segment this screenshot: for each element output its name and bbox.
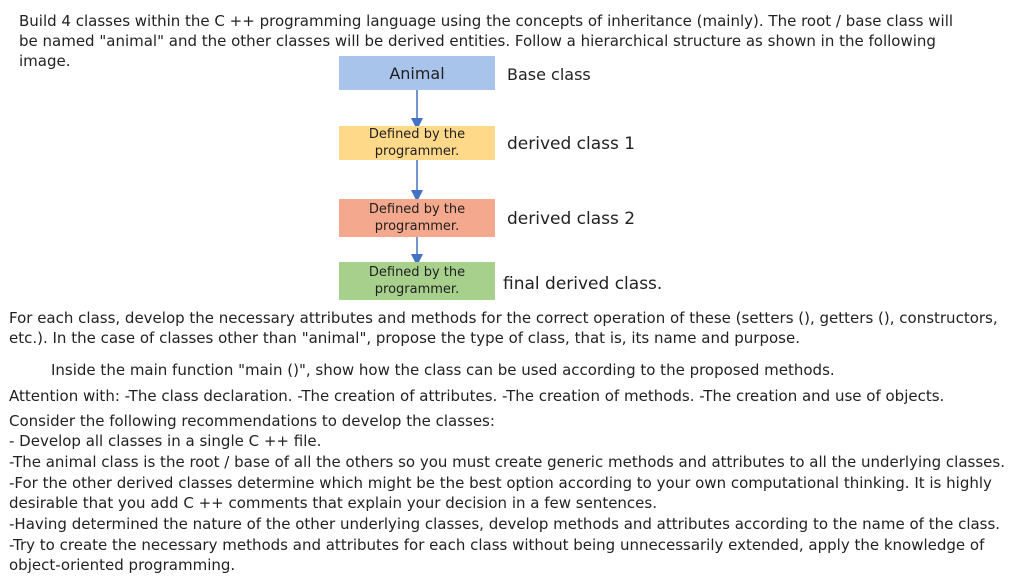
para-line-10: -Having determined the nature of the other underlying classes, develop methods and attributes according to the name of the class.	[9, 515, 1001, 533]
label-derived-class-1: derived class 1	[507, 134, 636, 154]
node-final-derived-line-2: programmer.	[374, 282, 460, 297]
para-line-3: Inside the main function "main ()", show how the class can be used according to the proposed methods.	[51, 361, 835, 379]
para-line-8: -For the other derived classes determine which might be the best option according to your own computational thinking. It is highly	[9, 474, 992, 492]
intro-line-3: image.	[19, 52, 71, 70]
para-line-11: -Try to create the necessary methods and attributes for each class without being unnecessarily extended, apply the knowledge of	[9, 536, 985, 554]
para-line-4: Attention with: -The class declaration. -The creation of attributes. -The creation of methods. -The creation and use of objects.	[9, 387, 945, 405]
node-animal-text: Animal	[389, 63, 445, 83]
node-derived-2-line-1: Defined by the	[368, 202, 466, 217]
intro-line-2: be named "animal" and the other classes will be derived entities. Follow a hierarchical structure as shown in the following	[19, 32, 936, 50]
para-line-9: desirable that you add C ++ comments that explain your decision in a few sentences.	[9, 494, 657, 512]
node-derived-2-line-2: programmer.	[374, 219, 460, 234]
label-base-class: Base class	[507, 65, 591, 84]
node-derived-1-line-1: Defined by the	[368, 127, 466, 142]
para-line-7: -The animal class is the root / base of all the others so you must create generic methods and attributes to all the underlying classes.	[9, 453, 1005, 471]
intro-line-1: Build 4 classes within the C ++ programming language using the concepts of inheritance (mainly). The root / base class will	[19, 12, 954, 30]
para-line-2: etc.). In the case of classes other than "animal", propose the type of class, that is, its name and purpose.	[9, 329, 800, 347]
para-line-1: For each class, develop the necessary attributes and methods for the correct operation of these (setters (), getters (), constructors,	[9, 309, 998, 327]
node-final-derived	[339, 262, 495, 300]
para-line-6: - Develop all classes in a single C ++ file.	[9, 432, 322, 450]
node-animal	[339, 56, 495, 90]
node-derived-1	[339, 126, 495, 160]
node-derived-2	[339, 199, 495, 237]
para-line-5: Consider the following recommendations to develop the classes:	[9, 412, 495, 430]
label-derived-class-2: derived class 2	[507, 209, 636, 229]
node-final-derived-line-1: Defined by the	[368, 265, 466, 280]
label-final-derived-class: final derived class.	[503, 274, 663, 294]
node-derived-1-line-2: programmer.	[374, 144, 460, 159]
para-line-12: object-oriented programming.	[9, 556, 236, 574]
